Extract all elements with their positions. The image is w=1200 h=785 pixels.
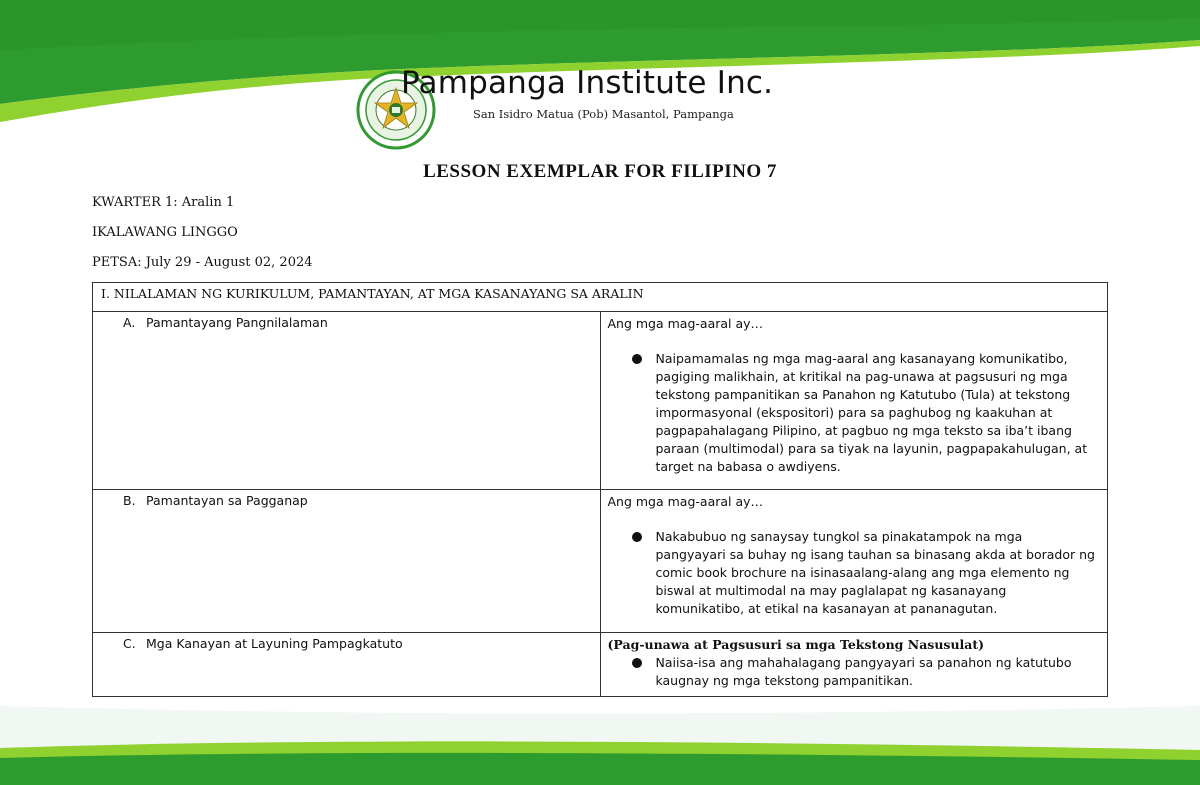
row-content-cell — [600, 490, 1108, 633]
row-label: Mga Kanayan at Layuning Pampagkatuto — [146, 636, 403, 651]
bullet-icon — [632, 532, 642, 542]
row-label-cell — [93, 490, 601, 633]
bullet-icon — [632, 354, 642, 364]
row-letter: A. — [123, 315, 136, 330]
bullet-text: Nakabubuo ng sanaysay tungkol sa pinakatampok na mga pangyayari sa buhay ng isang tauhan sa binasang akda at borador ng comic book brochure na isinasaalang-alang ang mga elemento ng biswal at multimodal na may paglalapat ng kasanayang komunikatibo, at etikal na kasanayan at pananagutan. — [655, 529, 1095, 616]
footer-green-band — [0, 700, 1200, 785]
row-label-cell — [93, 312, 601, 490]
row-intro: (Pag-unawa at Pagsusuri sa mga Tekstong Nasusulat) — [607, 637, 985, 652]
row-letter: C. — [123, 636, 136, 651]
document-title: LESSON EXEMPLAR FOR FILIPINO 7 — [423, 161, 777, 182]
lesson-table — [92, 282, 1108, 697]
table-section-header — [93, 283, 1108, 312]
row-intro: Ang mga mag-aaral ay… — [607, 316, 764, 331]
table-row — [93, 633, 1108, 697]
institution-name: Pampanga Institute Inc. — [401, 65, 774, 101]
date-line: PETSA: July 29 - August 02, 2024 — [92, 255, 313, 270]
section-title: I. NILALAMAN NG KURIKULUM, PAMANTAYAN, AT MGA KASANAYANG SA ARALIN — [93, 283, 1108, 312]
bullet-text: Naipamamalas ng mga mag-aaral ang kasanayang komunikatibo, pagiging malikhain, at kritikal na pag-unawa at pagsusuri ng mga tekstong pampanitikan sa Panahon ng Katutubo (Tula) at tekstong impormasyonal (ekspositori) para sa paghubog ng kaakuhan at pagpapahalagang Pilipino, at pagbuo ng mga teksto sa iba’t ibang paraan (multimodal) para sa tiyak na layunin, pagpapakahulugan, at target na babasa o awdiyens. — [655, 351, 1088, 474]
institution-address: San Isidro Matua (Pob) Masantol, Pampanga — [473, 107, 734, 121]
row-intro: Ang mga mag-aaral ay… — [607, 494, 764, 509]
row-content-cell — [600, 312, 1108, 490]
quarter-line: KWARTER 1: Aralin 1 — [92, 195, 235, 210]
bullet-text: Naiisa-isa ang mahahalagang pangyayari sa panahon ng katutubo kaugnay ng mga tekstong pampanitikan. — [655, 655, 1072, 688]
row-content-cell — [600, 633, 1108, 697]
row-label: Pamantayang Pangnilalaman — [146, 315, 328, 330]
week-line: IKALAWANG LINGGO — [92, 225, 238, 240]
row-label-cell — [93, 633, 601, 697]
bullet-icon — [632, 658, 642, 668]
table-row — [93, 312, 1108, 490]
table-row — [93, 490, 1108, 633]
row-letter: B. — [123, 493, 136, 508]
letterhead — [0, 60, 1200, 140]
row-label: Pamantayan sa Pagganap — [146, 493, 308, 508]
